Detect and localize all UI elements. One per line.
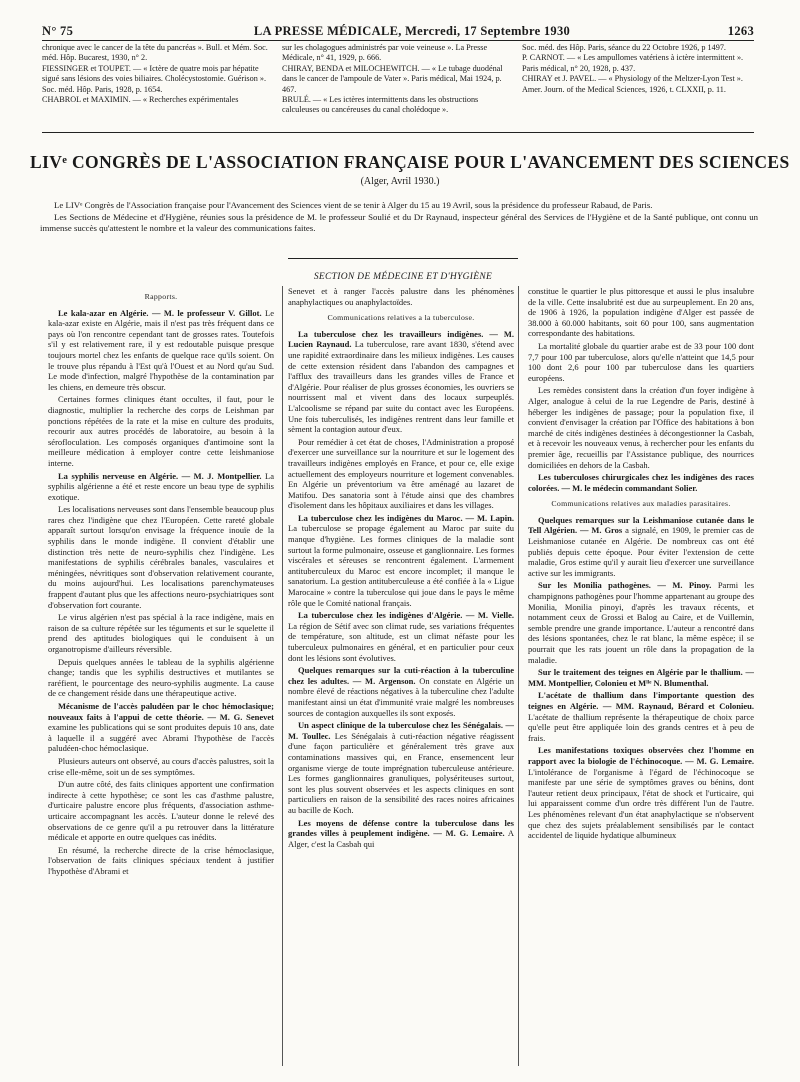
communications-heading: Communications relatives a la tuberculose. [327, 313, 475, 323]
reference: CHIRAY, BENDA et MILOCHEWITCH. — « Le tubage duodénal dans le cancer de l'ampoule de Vater ». Paris médical, Mai 1924, p. 467. [282, 63, 503, 94]
paragraph [528, 515, 754, 579]
reference: Soc. méd. des Hôp. Paris, séance du 22 Octobre 1926, p 1497. [522, 43, 726, 52]
paragraph [288, 513, 514, 608]
reference: chronique avec le cancer de la tête du pancréas ». Bull. et Mém. Soc. méd. Hôp. Bucarest, 1930, n° 2. [42, 43, 268, 63]
paragraph-text: La région de Sétif avec son climat rude, ses variations fréquentes de température, son altitude, est un climat néfaste pour les tuberculeux pulmonaires en général, et en particulier pour ceux dont les lésions sont évolutives. [288, 620, 514, 663]
subheading: La syphilis nerveuse en Algérie. — M. J. Montpellier. [58, 470, 262, 481]
reference: P. CARNOT. — « Les ampullomes vatériens à ictère intermittent ». Paris médical, n° 20, 1928, p. 437. [522, 53, 744, 73]
paragraph: Senevet et à ranger l'accès palustre dans les phénomènes anaphylactiques ou anaphylactoïdes. [288, 286, 514, 307]
top-references [42, 43, 754, 116]
paragraph: Les remèdes consistent dans la création d'un foyer indigène à Alger, analogue à celui de la rue Legendre de Paris, destiné à héberger les indigènes de passage; pour la population fixe, il convient d'envisager la création par l'Office des habitations à bon marché de cités indigènes destinées à décongestionner la Casbah, et à recevoir les nouveaux venus, à rechercher pour les enfants du premier âge, recueillis par l'Assistance publique, des nourrices domiciliées en dehors de la Casbah. [528, 385, 754, 470]
paragraph: La mortalité globale du quartier arabe est de 33 pour 100 dont 7,7 pour 100 par tuberculose, alors qu'elle n'atteint que 14,5 pour 100 dont 2,6 pour 100 par tuberculose dans les quartiers européens. [528, 340, 754, 383]
paragraph [288, 665, 514, 718]
paragraph [288, 610, 514, 663]
section-divider [288, 258, 518, 259]
reference: FIESSINGER et TOUPET. — « Ictère de quatre mois par hépatite sigué sans lésions des voies biliaires. Cholécystostomie. Guérison ». Soc. méd. Hôp. Paris, 1928, p. 1654. [42, 63, 266, 94]
issue-number: N° 75 [42, 24, 74, 38]
reference: sur les cholagogues administrés par voie veineuse ». La Presse Médicale, n° 41, 1929, p. 666. [282, 43, 488, 63]
paragraph-text: A Alger, c'est la Casbah qui [288, 828, 514, 849]
paragraph: constitue le quartier le plus pittoresque et aussi le plus insalubre de la ville. Cette insalubrité est due au surpeuplement. En 20 ans, de 1906 à 1926, la population indigène d'Alger est passée de 38.000 à 60.000 habitants, soit 60 pour 100, sans augmentation correspondante des habitations. [528, 286, 754, 339]
header-rule [42, 40, 754, 41]
references-col-1 [42, 43, 274, 116]
article-body [48, 286, 754, 1066]
column-3 [528, 286, 754, 1066]
paragraph: Depuis quelques années le tableau de la syphilis algérienne change; tandis que les syphilis destructives et mutilantes se raréfient, le pourcentage des neuro-syphilis augmente. La cause de ce changement réside dans une thérapeutique active. [48, 656, 274, 699]
paragraph [288, 329, 514, 435]
subheading: Les manifestations toxiques observées chez l'homme en rapport avec la biologie de l'échinocoque. — M. G. Lemaire. [528, 745, 754, 766]
paragraph-text: La tuberculose se propage également au Maroc par suite du manque d'hygiène. Les formes cliniques de la maladie sont surtout la forme pulmonaire, osseuse et ganglionnaire. Les formes viscérales et séreuses se rencontrent également. L'armement antituberculeux du Maroc est encore incomplet; il manque le sanatorium. La gestion antituberculeuse a été confiée à la « Ligue Marocaine » contre la tuberculose qui joue dans le pays le même rôle que le Comité national français. [288, 523, 514, 608]
communications-heading: Communications relatives aux maladies parasitaires. [551, 499, 731, 509]
paragraph [528, 580, 754, 665]
subheading: Sur le traitement des teignes en Algérie par le thallium. — MM. Montpellier, Colonieu et Mˡˡᵉ N. Blumenthal. [528, 667, 754, 688]
intro-paragraph-1: Le LIVᵉ Congrès de l'Association française pour l'Avancement des Sciences vient de se tenir à Alger du 15 au 19 Avril, sous la présidence du professeur Rabaud, de Paris. [54, 200, 653, 210]
reference: BRULÉ. — « Les ictères intermittents dans les obstructions calculeuses ou cancéreuses du canal cholédoque ». [282, 95, 479, 115]
paragraph: D'un autre côté, des faits cliniques apportent une confirmation indirecte à cette hypothèse; ce sont les cas d'asthme palustre, d'urticaire palustre encore plus fréquents, d'association asthme-urticaire accompagnant les accès. L'auteur donne le relevé des observations de ce genre qu'il a pu retrouver dans la littérature médicale et apporte en outre quelques cas inédits. [48, 779, 274, 843]
subheading: Le kala-azar en Algérie. — M. le professeur V. Gillot. [58, 307, 262, 318]
paragraph [528, 745, 754, 840]
paragraph: Pour remédier à cet état de choses, l'Administration a proposé d'exercer une surveillance sur la nourriture et sur le logement des travailleurs indigènes employés en France, et pour ce, elle exige actuellement des employeurs nourriture et logement convenables. En Algérie un préventorium va être aménagé au lazaret de Matifou. Des sanatoria sont à l'étude ainsi que des chambres d'isolement dans les hôpitaux auxiliaires et dans les villages. [288, 436, 514, 511]
paragraph [48, 701, 274, 754]
article-title: LIVᵉ CONGRÈS DE L'ASSOCIATION FRANÇAISE POUR L'AVANCEMENT DES SCIENCES [30, 152, 790, 172]
reference: CHABROL et MAXIMIN. — « Recherches expérimentales [42, 95, 239, 105]
subheading: La tuberculose chez les indigènes du Maroc. — M. Lapin. [298, 512, 514, 523]
paragraph-text: a signalé, en 1909, le premier cas de Leishmaniose cutanée en Algérie. De nombreux cas ont été publiés depuis cette époque. Pour éviter l'extension de cette maladie, Gros estime qu'il y aurait lieu d'exercer une surveillance active sur les immigrants. [528, 525, 754, 578]
page-number: 1263 [727, 24, 754, 38]
rapports-heading: Rapports. [144, 292, 178, 301]
subheading: Mécanisme de l'accès paludéen par le choc hémoclasique; nouveaux faits à l'appui de cette théorie. — M. G. Senevet [48, 700, 274, 722]
paragraph: Les localisations nerveuses sont dans l'ensemble beaucoup plus rares chez l'indigène que chez l'Européen. Cette rareté globale apparaît surtout lorsqu'on envisage la fréquence inouïe de la syphilis dans le monde indigène. Il convient d'établir une distinction très nette de neuro-syphilis chez l'indigène. Les manifestations de syphilis cérébrales banales, vasculaires et méningées, névritiques sont d'observation relativement courante, du moins aujourd'hui. Les localisations parenchymateuses frappent d'autant plus que les affections neuro-psychiatriques sont d'observation fort courante. [48, 504, 274, 610]
paragraph-text: Parmi les champignons pathogènes pour l'homme appartenant au groupe des Monilia, Monilia pinoyi, d'après les travaux récents, et notamment ceux de Grossi et Balog au Caire, et de Vuillemin, semble prendre une grande importance. L'auteur a rencontré dans des lésions spontanées, chez le rat blanc, la même espèce; il se pourrait que les rats jouent un rôle dans la propagation de la maladie. [528, 580, 754, 665]
subheading: Un aspect clinique de la tuberculose chez les Sénégalais. — M. Toullec. [288, 720, 514, 741]
paragraph-text: examine les publications qui se sont produites depuis 10 ans, date à laquelle il a suggéré avec Abrami l'hypothèse de l'accès paludéen-choc hémoclasique. [48, 722, 274, 754]
paragraph: Le virus algérien n'est pas spécial à la race indigène, mais en raison de sa culture répétée sur les téguments et sur le squelette il prend des aptitudes biologiques qui le conduisent à un organotropisme d'ailleurs réversible. [48, 612, 274, 654]
paragraph: Plusieurs auteurs ont observé, au cours d'accès palustres, soit la crise elle-même, soit un de ses symptômes. [48, 755, 274, 777]
paragraph-text: Les Sénégalais à cuti-réaction négative réagissent d'une façon particulière et généralement très grave aux contaminations massives qui, en France, ensemencent leur organisme vierge de toute imprégnation tuberculeuse antérieure. Les formes ganglionnaires granuliques, polysériteuses surtout, sont les plus souvent observées et les aspects cliniques en sont particuliers en raison de la sensibilité des races noires africaines au bacille de Koch. [288, 730, 514, 815]
column-2 [288, 286, 514, 1066]
intro-paragraph-2: Les Sections de Médecine et d'Hygiène, réunies sous la présidence de M. le professeur Soulié et du Dr Raynaud, inspecteur général des Services de l'Hygiène et de la Santé publique, ont connu un immense succès qu'attestent le nombre et la valeur des communications faites. [40, 212, 758, 233]
paragraph [528, 690, 754, 743]
subheading: Quelques remarques sur la cuti-réaction à la tuberculine chez les adultes. — M. Argenson. [288, 665, 514, 686]
column-1 [48, 286, 274, 1066]
article-intro [40, 200, 758, 235]
subheading: Sur les Monilia pathogènes. — M. Pinoy. [538, 580, 712, 591]
paragraph [48, 308, 274, 393]
paragraph-text: La syphilis algérienne a été et reste encore un beau type de syphilis exotique. [48, 470, 274, 502]
paragraph-text: Le kala-azar existe en Algérie, mais il n'est pas très fréquent dans ce pays où l'on rencontre cependant tant de grosses rates. Toutefois s'il y est relativement rare, il y est redoutable puisque presque toujours mortel chez les enfants de quelque race qu'ils soient. On le trouve plus répandu à l'Est qu'à l'Ouest et au Nord qu'au Sud. Le mode d'infection, malgré l'hypothèse de la contamination par les chiens, en demeure très obscur. [48, 307, 274, 392]
column-divider [282, 286, 283, 1066]
paragraph: En résumé, la recherche directe de la crise hémoclasique, l'observation de faits cliniques spéciaux tendent à justifier l'hypothèse d'Abrami et [48, 844, 274, 876]
paragraph-text: L'acétate de thallium représente la thérapeutique de choix parce qu'elle peut être appliquée loin des grands centres et à peu de frais. [528, 711, 754, 743]
subheading: La tuberculose chez les travailleurs indigènes. — M. Lucien Raynaud. [288, 328, 514, 350]
journal-title: LA PRESSE MÉDICALE, Mercredi, 17 Septembre 1930 [253, 24, 571, 38]
paragraph [528, 472, 754, 493]
subheading: Les tuberculoses chirurgicales chez les indigènes des races colorées. — M. le médecin commandant Solier. [528, 472, 754, 493]
references-col-2 [282, 43, 514, 116]
column-divider [518, 286, 519, 1066]
paragraph: Certaines formes cliniques étant occultes, il faut, pour le diagnostic, multiplier la recherche des corps de Leishman par ponctions répétées de la rate et la mise en culture des produits, recourir aux autres procédés de laboratoire, au besoin à la sérofloculation. Les composés organiques d'antimoine sont la meilleure médication à employer contre cette leishmaniose interne. [48, 394, 274, 468]
paragraph [48, 471, 274, 503]
paragraph [288, 720, 514, 815]
references-col-3 [522, 43, 754, 116]
subheading: Les moyens de défense contre la tuberculose dans les grandes villes à peuplement indigène. — M. G. Lemaire. [288, 817, 514, 839]
section-rule [42, 132, 754, 133]
subheading: L'acétate de thallium dans l'importante question des teignes en Algérie. — MM. Raynaud, Bérard et Colonieu. [528, 690, 754, 711]
paragraph-text: La tuberculose, rare avant 1830, s'étend avec une rapidité extraordinaire dans les milieux indigènes. Les causes de cette extension résident dans l'abandon des campagnes et l'afflux des travailleurs dans les grandes villes de France et d'Algérie. Pour réaliser de plus grosses économies, les ouvriers se nourrissent mal et vivent dans des locaux surpeuplés. L'alcoolisme se répand par suite du contact avec les Européens. Une fois tuberculisés, les indigènes rentrent dans leur famille et sèment la contagion autour d'eux. [288, 339, 514, 435]
article-subtitle: (Alger, Avril 1930.) [360, 176, 440, 187]
section-heading: SECTION DE MÉDECINE ET D'HYGIÈNE [313, 272, 493, 282]
subheading: La tuberculose chez les indigènes d'Algérie. — M. Vielle. [298, 610, 514, 621]
subheading: Quelques remarques sur la Leishmaniose cutanée dans le Tell Algérien. — M. Gros [528, 514, 754, 536]
paragraph [528, 667, 754, 688]
paragraph-text: L'intolérance de l'organisme à l'égard de l'échinocoque se manifeste par une série de symptômes graves ou bénins, dont l'auteur retient deux principaux, l'état de shock et l'urticaire, qui lui apparaissent comme d'un ordre très différent l'un de l'autre. Les phénomènes relevant d'un état anaphylactique se n'observent que chez des sujets préalablement sensibilisés par le contact accidentel de liquide hydatique albumineux [528, 766, 754, 841]
paragraph-text: On constate en Algérie un nombre élevé de réactions négatives à la tuberculine chez l'adulte manifestant ainsi un état d'immunité vraie malgré les nombreuses sources de contagion auxquelles ils sont exposés. [288, 675, 514, 718]
reference: CHIRAY et J. PAVEL. — « Physiology of the Meltzer-Lyon Test ». Amer. Journ. of the Medical Sciences, 1926, t. CLXXII, p. 11. [522, 74, 743, 94]
paragraph [288, 818, 514, 850]
